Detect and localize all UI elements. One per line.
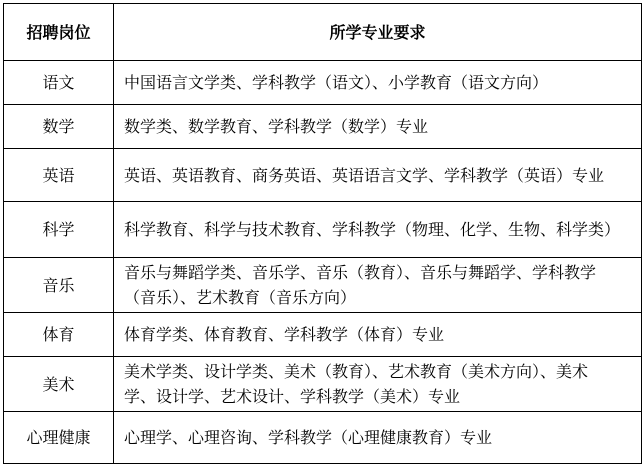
table-row	[4, 61, 642, 105]
requirement-line: 音乐与舞蹈学类、音乐学、音乐（教育）、音乐与舞蹈学、学科教学	[124, 263, 597, 282]
requirement-cell	[114, 149, 642, 202]
table-row	[4, 105, 642, 149]
position-cell: 心理健康	[4, 412, 114, 464]
position-cell: 英语	[4, 149, 114, 202]
header-requirement: 所学专业要求	[114, 4, 642, 61]
requirement-cell	[114, 61, 642, 105]
header-position: 招聘岗位	[4, 4, 114, 61]
requirement-line: （音乐）、艺术教育（音乐方向）	[124, 288, 357, 307]
requirement-line: 科学教育、科学与技术教育、学科教学（物理、化学、生物、科学类）	[124, 220, 621, 239]
requirement-line: 学、设计学、艺术设计、学科教学（美术）专业	[124, 387, 461, 406]
position-cell: 音乐	[4, 258, 114, 313]
requirement-cell	[114, 105, 642, 149]
position-cell: 语文	[4, 61, 114, 105]
table-row	[4, 149, 642, 202]
position-cell: 美术	[4, 357, 114, 412]
table-row	[4, 258, 642, 313]
requirement-cell	[114, 313, 642, 357]
recruitment-requirements-table	[3, 3, 642, 464]
requirement-cell	[114, 412, 642, 464]
position-cell: 体育	[4, 313, 114, 357]
table-row	[4, 313, 642, 357]
requirement-line: 英语、英语教育、商务英语、英语语言文学、学科教学（英语）专业	[124, 165, 605, 185]
recruitment-table-container	[3, 3, 641, 463]
table-row	[4, 357, 642, 412]
requirement-line: 心理学、心理咨询、学科教学（心理健康教育）专业	[124, 428, 493, 447]
requirement-line: 中国语言文学类、学科教学（语文）、小学教育（语文方向）	[124, 73, 549, 92]
requirement-line: 美术学类、设计学类、美术（教育）、艺术教育（美术方向）、美术	[124, 362, 589, 381]
requirement-cell	[114, 357, 642, 412]
position-cell: 科学	[4, 202, 114, 258]
requirement-cell	[114, 202, 642, 258]
requirement-line: 体育学类、体育教育、学科教学（体育）专业	[124, 325, 445, 344]
position-cell: 数学	[4, 105, 114, 149]
table-row	[4, 412, 642, 464]
requirement-line: 数学类、数学教育、学科教学（数学）专业	[124, 117, 429, 136]
table-row	[4, 202, 642, 258]
table-header-row	[4, 4, 642, 61]
requirement-cell	[114, 258, 642, 313]
